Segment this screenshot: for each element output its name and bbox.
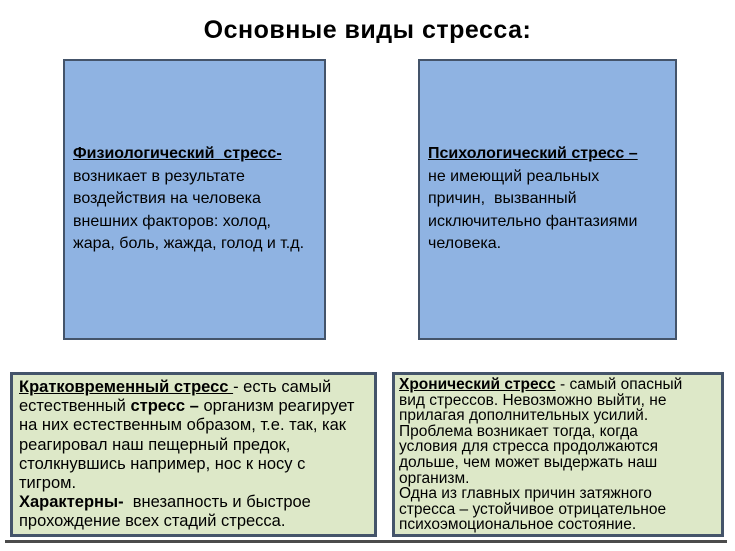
text-line: возникает в результате — [73, 167, 245, 185]
text-line: Хронический стресс - самый опасный — [399, 376, 683, 393]
physiological-stress-text — [73, 143, 304, 256]
text-line: Психологический стресс – — [428, 145, 638, 163]
text-line: не имеющий реальных — [428, 167, 600, 185]
text-line: естественный стресс – организм реагирует — [19, 397, 355, 416]
short-term-stress-text — [19, 378, 370, 532]
text-line: организм. — [399, 469, 470, 487]
chronic-stress-text — [399, 377, 718, 533]
text-line: причин, вызванный — [428, 190, 577, 208]
text-line: условия для стресса продолжаются — [399, 438, 659, 456]
short-term-stress-box — [10, 372, 377, 537]
text-line: Кратковременный стресс - есть самый — [19, 378, 332, 396]
text-line: на них естественным образом, т.е. так, как — [19, 416, 347, 435]
text-line: тигром. — [19, 474, 77, 493]
slide-title: Основные виды стресса: — [203, 16, 532, 44]
text-line: прилагая дополнительных усилий. — [399, 407, 649, 425]
text-line: внешних факторов: холод, — [73, 212, 271, 230]
text-line: психоэмоциональное состояние. — [399, 516, 637, 534]
text-line: реагировал наш пещерный предок, — [19, 435, 291, 454]
psychological-stress-text — [428, 143, 638, 256]
text-line: Характерны- внезапность и быстрое — [19, 493, 311, 512]
text-line: столкнувшись например, нос к носу с — [19, 454, 306, 473]
physiological-stress-box — [63, 59, 326, 340]
text-line: воздействия на человека — [73, 190, 261, 208]
text-line: исключительно фантазиями — [428, 212, 638, 230]
text-line: стресса – устойчивое отрицательное — [399, 500, 667, 518]
chronic-stress-box — [392, 372, 724, 537]
text-line: дольше, чем может выдержать наш — [399, 453, 658, 471]
psychological-stress-box — [418, 59, 677, 340]
text-line: Одна из главных причин затяжного — [399, 485, 652, 503]
text-line: человека. — [428, 235, 502, 253]
text-line: прохождение всех стадий стресса. — [19, 512, 286, 531]
text-line: вид стрессов. Невозможно выйти, не — [399, 391, 667, 409]
text-line: жара, боль, жажда, голод и т.д. — [73, 235, 305, 253]
text-line: Проблема возникает тогда, когда — [399, 422, 638, 440]
text-line: Физиологический стресс- — [73, 145, 282, 163]
bottom-divider-line — [5, 540, 727, 543]
